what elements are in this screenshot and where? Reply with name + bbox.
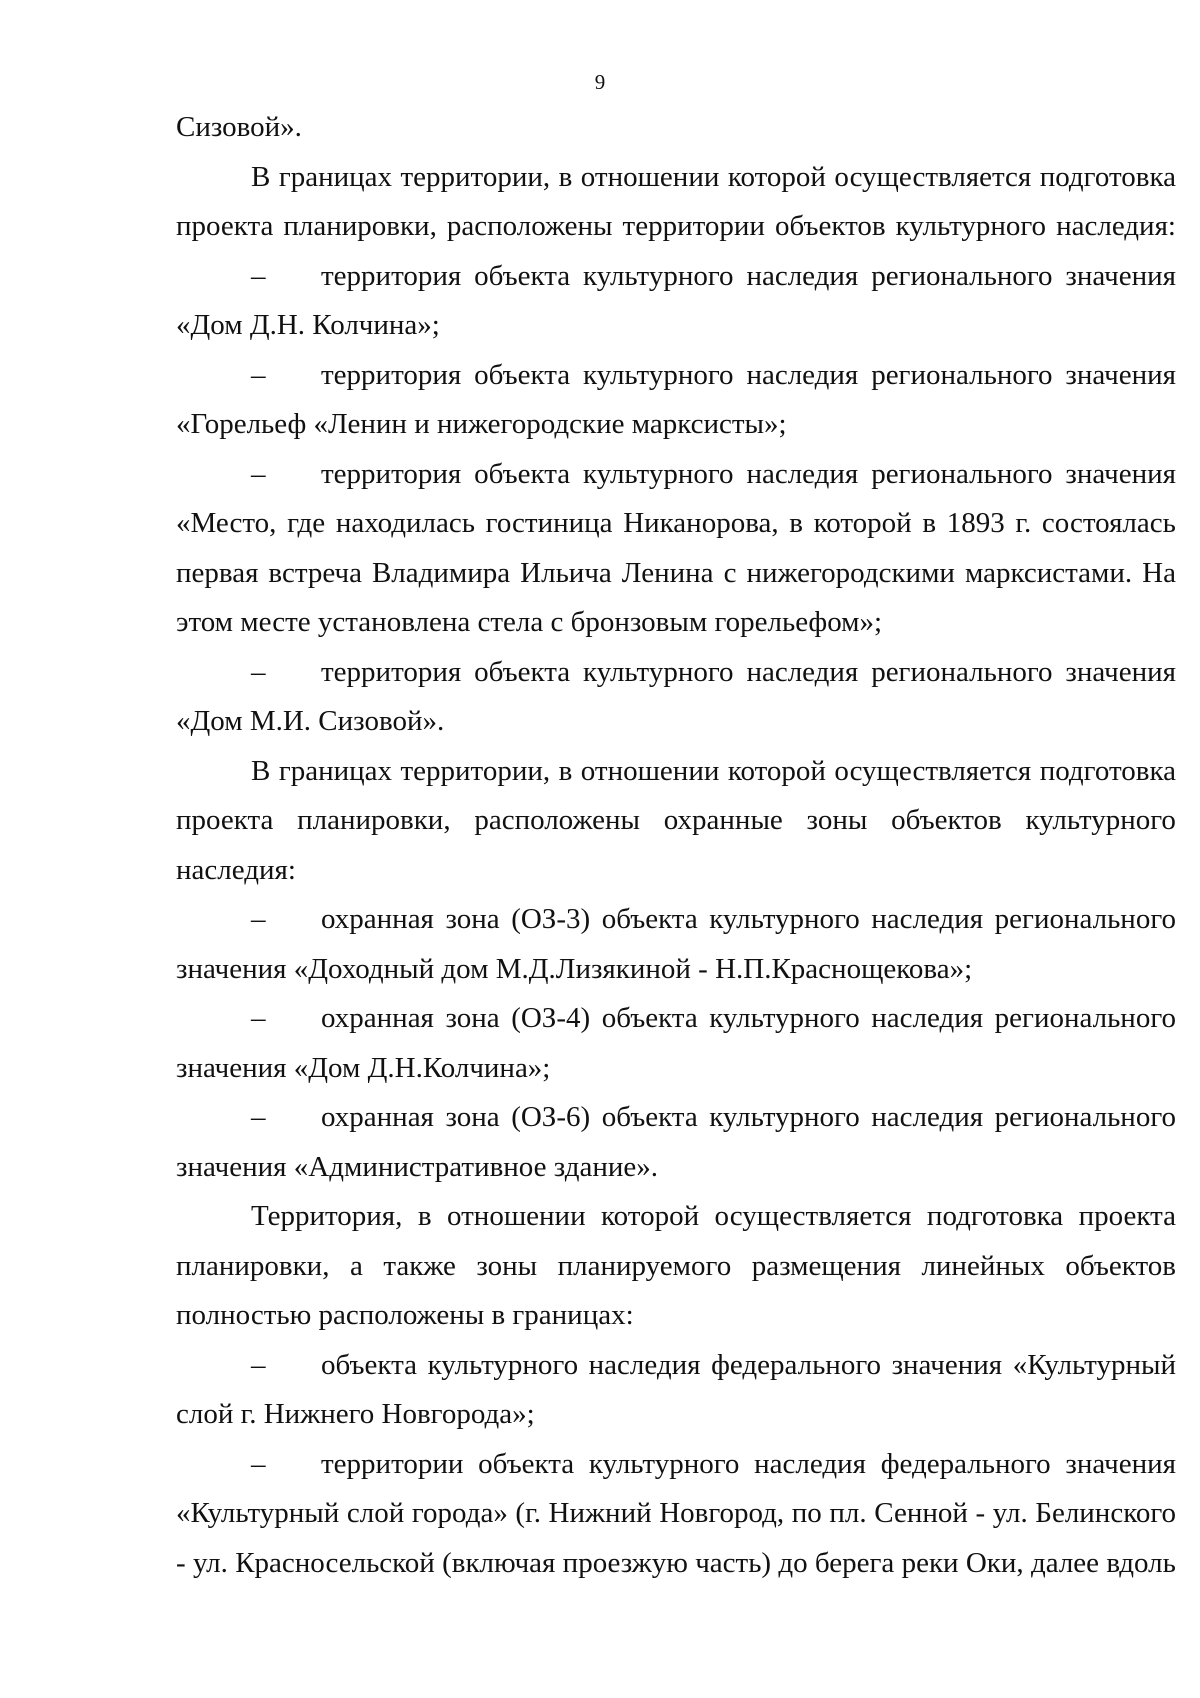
word: регионального xyxy=(994,1101,1176,1133)
word: «Место, xyxy=(176,507,277,539)
word: планировки, xyxy=(283,210,437,242)
word: (ОЗ-3) xyxy=(511,903,591,935)
word: Нижний xyxy=(548,1497,652,1529)
word: территория xyxy=(321,655,462,688)
text-line xyxy=(176,796,1176,846)
text-line: наследия: xyxy=(176,853,296,886)
word: Ильича xyxy=(520,556,612,589)
word: Никанорова, xyxy=(623,507,779,539)
word: границах xyxy=(278,160,393,193)
word: В xyxy=(251,160,271,193)
word: расположены xyxy=(474,804,640,836)
word: объекта xyxy=(474,358,571,391)
word: регионального xyxy=(994,903,1176,935)
word: наследия xyxy=(871,1002,984,1034)
text-line xyxy=(176,499,1176,549)
text-line xyxy=(176,895,1176,945)
word: проекта xyxy=(176,210,274,242)
word: объекта xyxy=(601,1002,698,1034)
list-item-text xyxy=(321,1440,1176,1490)
word: На xyxy=(1142,556,1176,589)
word: где xyxy=(287,507,326,539)
list-item-text xyxy=(321,994,1176,1044)
word: регионального xyxy=(871,358,1053,391)
word: культурного xyxy=(895,210,1047,242)
word: ул. xyxy=(192,1546,228,1579)
word: объекта xyxy=(478,1447,575,1480)
word: объекта xyxy=(601,903,698,935)
word: по xyxy=(791,1497,822,1529)
word: подготовка xyxy=(1039,754,1176,787)
word: территории, xyxy=(400,754,551,787)
word: которой xyxy=(813,507,912,539)
word: нижегородскими xyxy=(746,556,955,589)
text-line xyxy=(176,549,1176,599)
word: 1893 xyxy=(946,507,1005,539)
word: культурного xyxy=(1025,804,1176,836)
word: гостиница xyxy=(485,507,613,539)
list-item-text xyxy=(321,1093,1176,1143)
word: в xyxy=(922,507,937,539)
word: Владимира xyxy=(371,556,511,589)
word: территория xyxy=(321,457,462,490)
list-item-text xyxy=(321,252,1176,302)
word: отношении xyxy=(447,1200,586,1232)
word: проекта xyxy=(1078,1200,1176,1232)
text-line xyxy=(176,1440,1176,1490)
word: Ленина xyxy=(621,556,714,589)
word: федерального xyxy=(711,1348,881,1381)
text-line: «Горельеф «Ленин и нижегородские марксисты»; xyxy=(176,408,787,440)
word: планировки, xyxy=(297,804,451,836)
word: слой xyxy=(346,1497,405,1529)
word: размещения xyxy=(751,1249,901,1282)
word: линейных xyxy=(921,1249,1045,1282)
word: значения xyxy=(891,1348,1003,1381)
word: расположены xyxy=(446,210,613,242)
word: территории, xyxy=(400,160,551,193)
text-line xyxy=(176,1341,1176,1391)
word: наследия xyxy=(871,903,984,935)
text-line xyxy=(176,1539,1176,1589)
list-dash: – xyxy=(251,903,266,935)
word: наследия xyxy=(746,259,859,292)
word: Новгород, xyxy=(659,1497,785,1529)
word: охранные xyxy=(663,804,783,836)
word: наследия: xyxy=(1056,210,1176,242)
list-dash: – xyxy=(251,457,266,490)
list-dash: – xyxy=(251,259,266,292)
word: подготовка xyxy=(1039,160,1176,193)
word: культурного xyxy=(709,1002,860,1034)
text-line xyxy=(176,1192,1176,1242)
list-dash: – xyxy=(251,655,266,688)
list-dash: – xyxy=(251,358,266,391)
word: отношении xyxy=(580,754,720,787)
word: - xyxy=(975,1497,986,1529)
word: объектов xyxy=(891,804,1002,836)
word: объекта xyxy=(474,259,571,292)
word: часть) xyxy=(695,1546,772,1579)
word: зоны xyxy=(476,1249,538,1282)
word: Красносельской xyxy=(235,1546,435,1579)
word: регионального xyxy=(871,655,1053,688)
word: федерального xyxy=(880,1447,1051,1480)
word: значения xyxy=(1065,358,1176,391)
word: в xyxy=(558,160,573,193)
text-line xyxy=(176,450,1176,500)
word: наследия xyxy=(588,1348,701,1381)
text-line xyxy=(176,351,1176,401)
word: проекта xyxy=(176,804,274,836)
text-line: «Дом М.И. Сизовой». xyxy=(176,705,445,737)
word: находилась xyxy=(335,507,475,539)
word: зоны xyxy=(806,804,868,836)
word: культурного xyxy=(709,1101,860,1133)
word: в xyxy=(558,754,573,787)
text-line xyxy=(176,202,1176,252)
list-dash: – xyxy=(251,1002,266,1034)
word: с xyxy=(723,556,737,589)
word: в xyxy=(789,507,803,539)
text-line: слой г. Нижнего Новгорода»; xyxy=(176,1398,535,1430)
word: наследия xyxy=(871,1101,984,1133)
word: наследия xyxy=(746,457,859,490)
word: (ОЗ-4) xyxy=(511,1002,591,1034)
word: далее xyxy=(1030,1546,1100,1579)
text-line: значения «Дом Д.Н.Колчина»; xyxy=(176,1051,551,1084)
word: (ОЗ-6) xyxy=(511,1101,591,1133)
text-line: полностью расположены в границах: xyxy=(176,1299,634,1331)
text-line: этом месте установлена стела с бронзовым горельефом»; xyxy=(176,606,883,638)
word: г. xyxy=(1015,507,1032,539)
list-dash: – xyxy=(251,1348,266,1381)
word: вдоль xyxy=(1106,1546,1176,1579)
word: первая xyxy=(176,556,259,589)
word: до xyxy=(778,1546,808,1579)
word: осуществляется xyxy=(834,754,1032,787)
word: объекта xyxy=(474,457,571,490)
word: объекта xyxy=(601,1101,698,1133)
word: наследия xyxy=(746,655,859,688)
word: зона xyxy=(445,1002,500,1034)
word: территория xyxy=(321,259,462,292)
word: (г. xyxy=(515,1497,541,1529)
word: наследия xyxy=(754,1447,866,1480)
word: которой xyxy=(727,754,826,787)
text-line: значения «Административное здание». xyxy=(176,1150,658,1183)
word: регионального xyxy=(871,259,1053,292)
word: границах xyxy=(278,754,393,787)
list-item-text xyxy=(321,648,1176,698)
word: объектов xyxy=(774,210,886,242)
word: охранная xyxy=(321,1002,434,1034)
word: зона xyxy=(445,1101,500,1133)
word: в xyxy=(417,1200,432,1232)
word: территория xyxy=(321,358,462,391)
word: также xyxy=(383,1249,456,1282)
word: культурного xyxy=(583,259,734,292)
word: пл. xyxy=(829,1497,867,1529)
word: а xyxy=(349,1249,363,1282)
word: (включая xyxy=(442,1546,556,1579)
word: которой xyxy=(601,1200,700,1232)
word: отношении xyxy=(580,160,720,193)
word: культурного xyxy=(583,655,734,688)
text-line: Сизовой». xyxy=(176,111,302,143)
word: Оки, xyxy=(965,1546,1024,1579)
text-line xyxy=(176,1489,1176,1539)
word: культурного xyxy=(709,903,860,935)
page-number: 9 xyxy=(594,70,606,94)
word: объекта xyxy=(321,1348,418,1381)
word: регионального xyxy=(871,457,1053,490)
word: проезжую xyxy=(562,1546,688,1579)
text-line: значения «Доходный дом М.Д.Лизякиной - Н.П.Краснощекова»; xyxy=(176,952,973,985)
list-item-text xyxy=(321,351,1176,401)
text-line xyxy=(176,252,1176,302)
word: марксистами. xyxy=(964,556,1133,589)
word: осуществляется xyxy=(834,160,1032,193)
word: - xyxy=(176,1546,186,1579)
word: планируемого xyxy=(557,1249,732,1282)
word: территории xyxy=(622,210,765,242)
word: культурного xyxy=(583,457,734,490)
word: культурного xyxy=(588,1447,740,1480)
list-dash: – xyxy=(251,1101,266,1133)
word: планировки, xyxy=(176,1249,330,1282)
word: наследия xyxy=(746,358,859,391)
word: подготовка xyxy=(926,1200,1064,1232)
word: зона xyxy=(445,903,500,935)
list-item-text xyxy=(321,895,1176,945)
word: «Культурный xyxy=(1012,1348,1176,1381)
text-line xyxy=(176,1242,1176,1292)
word: берега xyxy=(814,1546,895,1579)
body-text xyxy=(176,103,1176,1588)
word: значения xyxy=(1065,1447,1176,1480)
text-line xyxy=(176,994,1176,1044)
word: которой xyxy=(727,160,826,193)
word: Сенной xyxy=(874,1497,968,1529)
word: реки xyxy=(901,1546,959,1579)
word: Территория, xyxy=(251,1200,403,1232)
word: значения xyxy=(1065,655,1176,688)
list-dash: – xyxy=(251,1447,266,1480)
text-line xyxy=(176,648,1176,698)
word: ул. xyxy=(992,1497,1028,1529)
word: города» xyxy=(411,1497,508,1529)
word: регионального xyxy=(994,1002,1176,1034)
text-line xyxy=(176,1093,1176,1143)
word: культурного xyxy=(583,358,734,391)
word: значения xyxy=(1065,259,1176,292)
word: осуществляется xyxy=(714,1200,912,1232)
text-line xyxy=(176,153,1176,203)
word: территории xyxy=(321,1447,464,1480)
word: встреча xyxy=(268,556,362,589)
word: культурного xyxy=(427,1348,579,1381)
word: охранная xyxy=(321,1101,434,1133)
text-line: «Дом Д.Н. Колчина»; xyxy=(176,309,440,341)
word: «Культурный xyxy=(176,1497,340,1529)
text-line xyxy=(176,747,1176,797)
word: Белинского xyxy=(1035,1497,1176,1529)
word: охранная xyxy=(321,903,434,935)
word: объекта xyxy=(474,655,571,688)
word: состоялась xyxy=(1041,507,1176,539)
list-item-text xyxy=(321,450,1176,500)
word: В xyxy=(251,754,271,787)
word: значения xyxy=(1065,457,1176,490)
list-item-text xyxy=(321,1341,1176,1391)
word: объектов xyxy=(1065,1249,1176,1282)
